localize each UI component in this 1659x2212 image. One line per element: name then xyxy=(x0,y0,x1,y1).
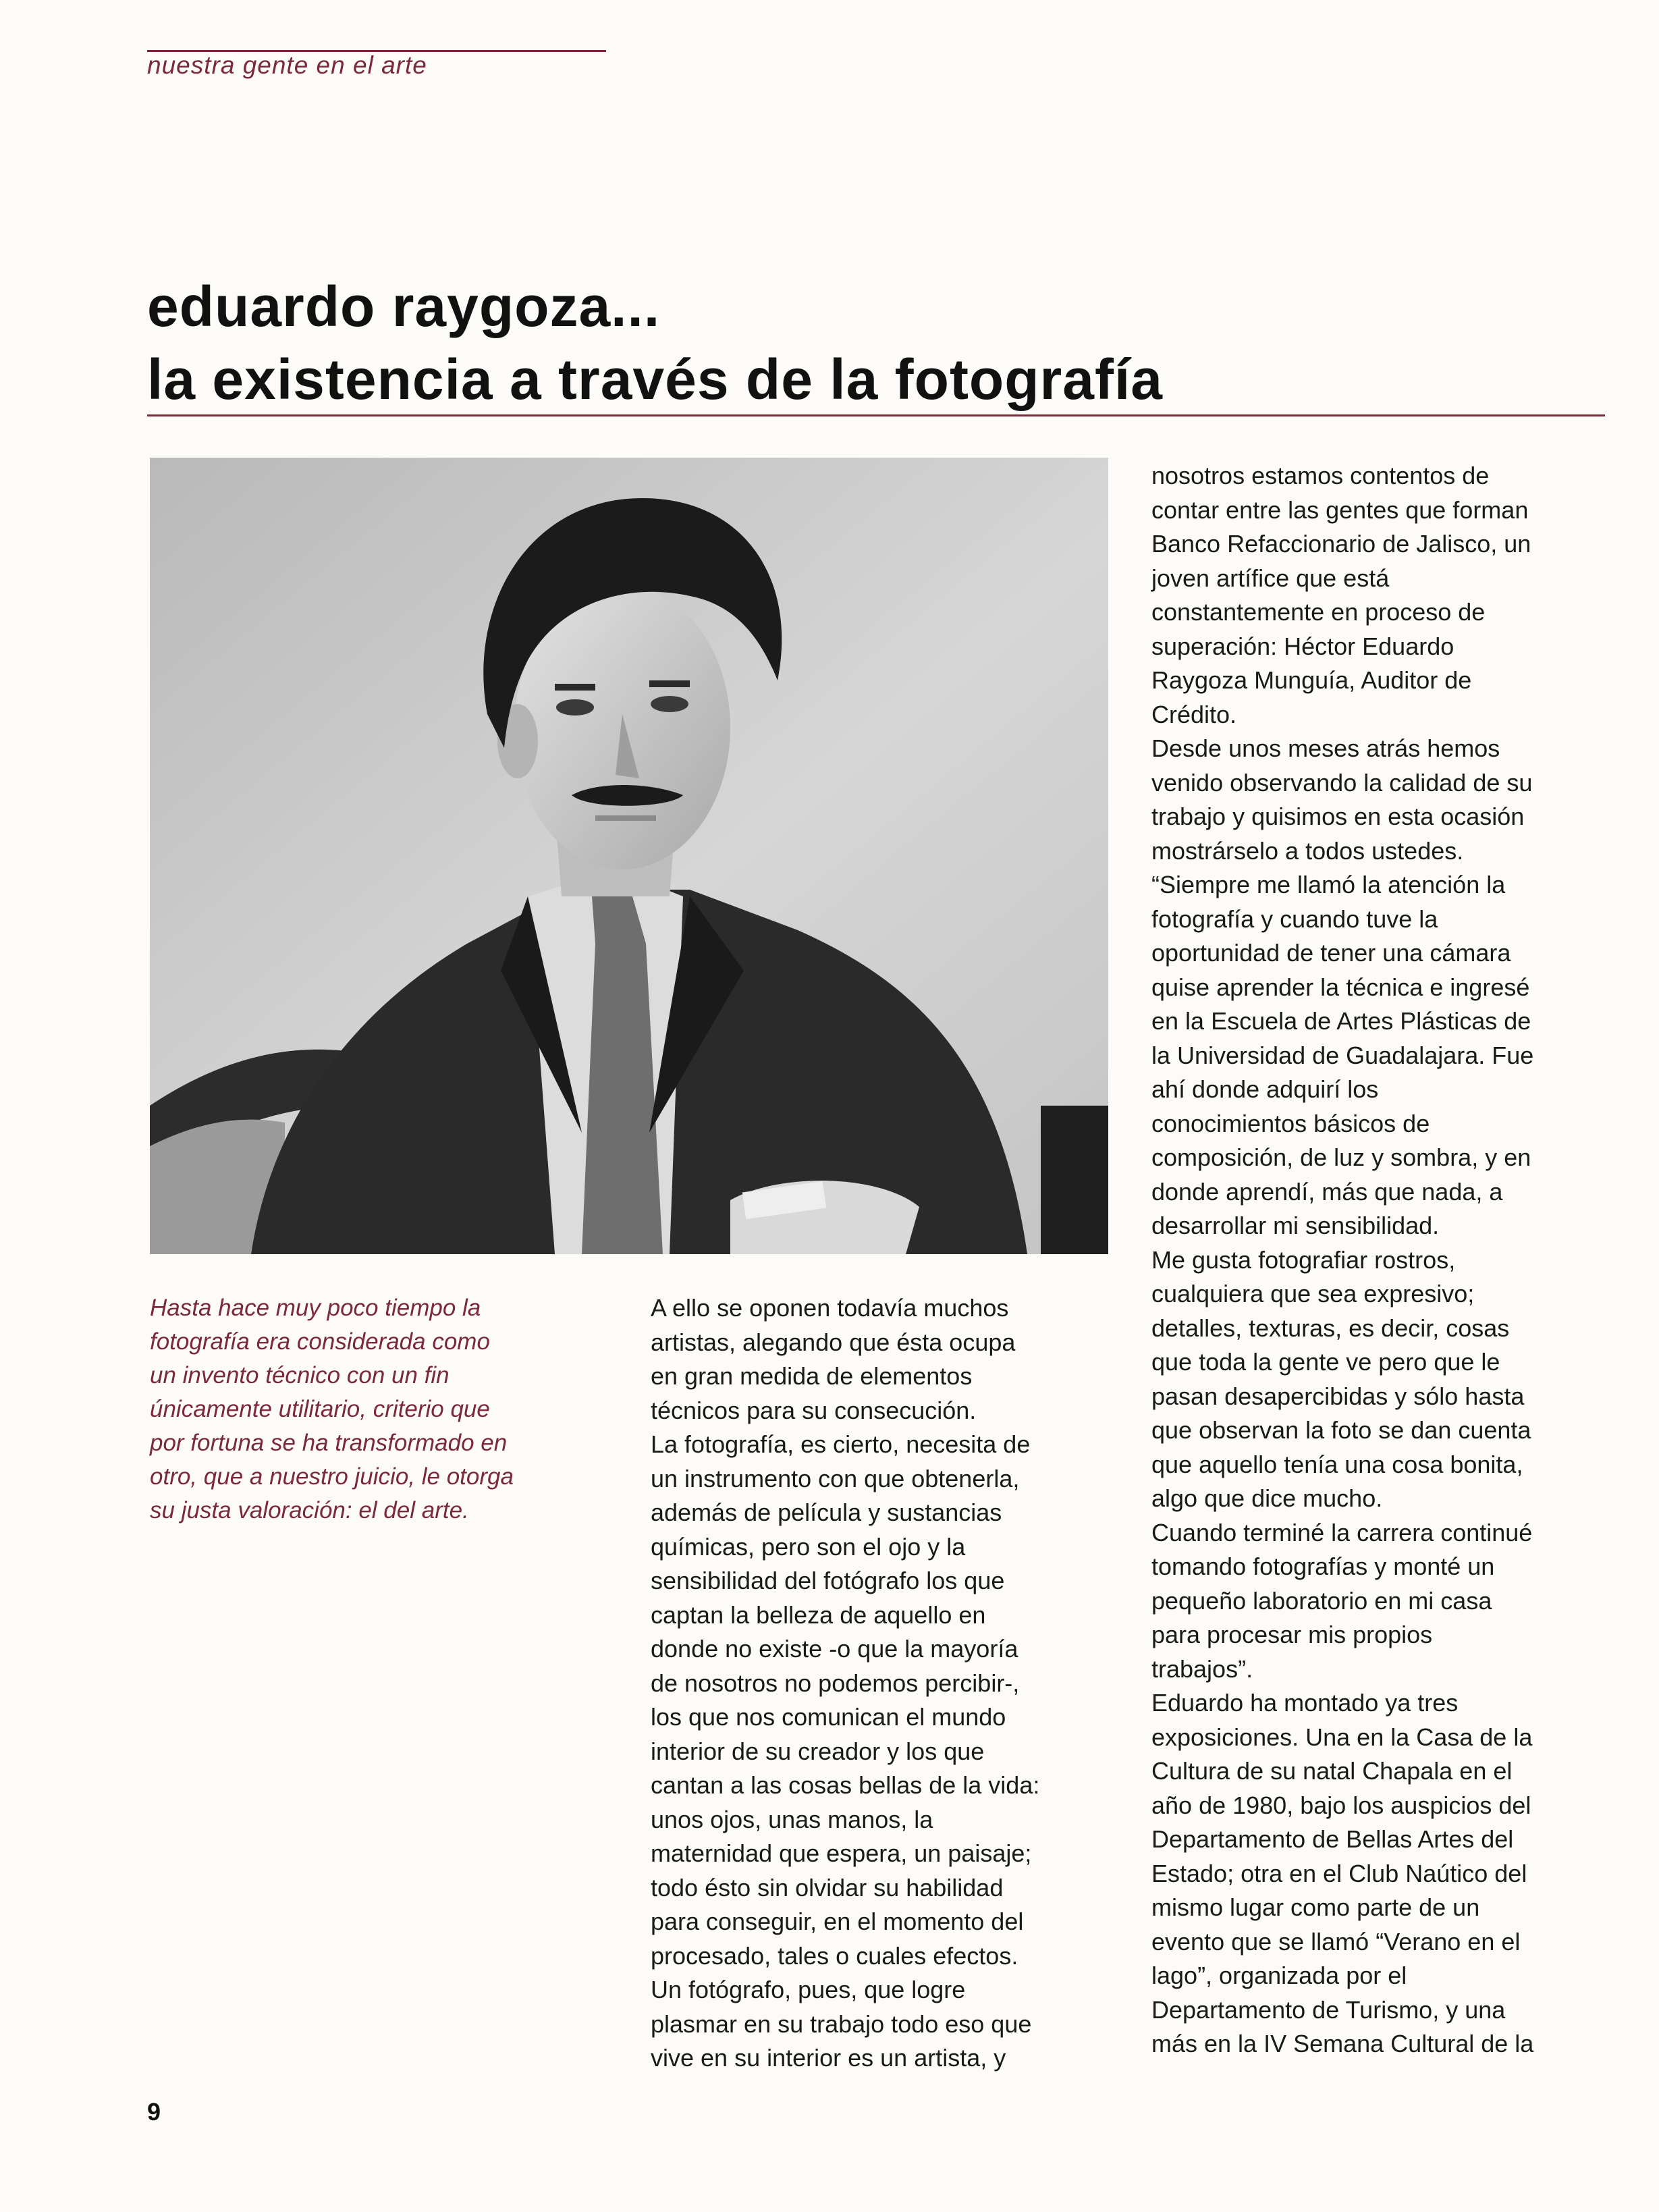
text-line: Raygoza Munguía, Auditor de xyxy=(1151,666,1472,694)
text-line: mostrárselo a todos ustedes. xyxy=(1151,836,1464,865)
text-line: Banco Refaccionario de Jalisco, un xyxy=(1151,530,1531,558)
text-line: procesado, tales o cuales efectos. xyxy=(651,1941,1018,1970)
caption-line: Hasta hace muy poco tiempo la xyxy=(150,1295,481,1321)
caption-line: su justa valoración: el del arte. xyxy=(150,1497,469,1523)
headline-line-1: eduardo raygoza... xyxy=(147,275,661,338)
text-line: para procesar mis propios xyxy=(1151,1621,1433,1648)
text-line: Eduardo ha montado ya tres xyxy=(1151,1689,1459,1717)
portrait-photo xyxy=(150,458,1108,1254)
text-line: trabajo y quisimos en esta ocasión xyxy=(1151,803,1525,830)
article-column-middle xyxy=(651,1291,1116,2076)
text-line: “Siempre me llamó la atención la xyxy=(1151,871,1506,898)
text-line: quise aprender la técnica e ingresé xyxy=(1151,973,1530,1001)
text-line: exposiciones. Una en la Casa de la xyxy=(1151,1723,1533,1751)
caption-line: otro, que a nuestro juicio, le otorga xyxy=(150,1463,514,1490)
text-line: donde aprendí, más que nada, a xyxy=(1151,1177,1503,1206)
text-line: además de película y sustancias xyxy=(651,1499,1002,1526)
text-line: más en la IV Semana Cultural de la xyxy=(1151,2030,1534,2057)
text-line: sensibilidad del fotógrafo los que xyxy=(651,1567,1005,1594)
text-line: Cuando terminé la carrera continué xyxy=(1151,1518,1533,1546)
text-line: que observan la foto se dan cuenta xyxy=(1151,1416,1531,1444)
text-line: mismo lugar como parte de un xyxy=(1151,1893,1480,1921)
text-line: técnicos para su consecución. xyxy=(651,1396,977,1424)
text-line: un instrumento con que obtenerla, xyxy=(651,1464,1020,1492)
caption-line: un invento técnico con un fin xyxy=(150,1362,450,1388)
text-line: Departamento de Bellas Artes del xyxy=(1151,1825,1514,1853)
text-line: interior de su creador y los que xyxy=(651,1737,985,1765)
section-label: nuestra gente en el arte xyxy=(147,51,427,79)
text-line: fotografía y cuando tuve la xyxy=(1151,905,1438,933)
text-line: todo ésto sin olvidar su habilidad xyxy=(651,1873,1004,1901)
text-line: Un fotógrafo, pues, que logre xyxy=(651,1976,966,2003)
text-line: contar entre las gentes que forman xyxy=(1151,495,1529,524)
text-line: cualquiera que sea expresivo; xyxy=(1151,1280,1475,1307)
text-line: los que nos comunican el mundo xyxy=(651,1703,1006,1731)
text-line: artistas, alegando que ésta ocupa xyxy=(651,1328,1016,1356)
text-line: ahí donde adquirí los xyxy=(1151,1075,1379,1103)
photo-caption xyxy=(150,1291,609,1528)
text-line: composición, de luz y sombra, y en xyxy=(1151,1143,1531,1171)
caption-line: por fortuna se ha transformado en xyxy=(150,1430,508,1456)
text-line: oportunidad de tener una cámara xyxy=(1151,939,1511,967)
text-line: en gran medida de elementos xyxy=(651,1362,973,1390)
text-line: cantan a las cosas bellas de la vida: xyxy=(651,1771,1040,1799)
text-line: algo que dice mucho. xyxy=(1151,1484,1383,1512)
headline-line-2: la existencia a través de la fotografía xyxy=(147,348,1163,411)
text-line: unos ojos, unas manos, la xyxy=(651,1805,933,1833)
headline-rule xyxy=(147,414,1605,416)
text-line: que toda la gente ve pero que le xyxy=(1151,1348,1500,1376)
text-line: trabajos”. xyxy=(1151,1654,1253,1683)
text-line: vive en su interior es un artista, y xyxy=(651,2044,1006,2072)
text-line: La fotografía, es cierto, necesita de xyxy=(651,1430,1031,1458)
text-line: que aquello tenía una cosa bonita, xyxy=(1151,1450,1523,1478)
text-line: en la Escuela de Artes Plásticas de xyxy=(1151,1007,1531,1035)
text-line: captan la belleza de aquello en xyxy=(651,1600,986,1629)
text-line: pequeño laboratorio en mi casa xyxy=(1151,1586,1492,1615)
text-line: año de 1980, bajo los auspicios del xyxy=(1151,1791,1531,1819)
text-line: desarrollar mi sensibilidad. xyxy=(1151,1212,1440,1239)
text-line: la Universidad de Guadalajara. Fue xyxy=(1151,1041,1534,1069)
text-line: donde no existe -o que la mayoría xyxy=(651,1635,1018,1663)
text-line: Cultura de su natal Chapala en el xyxy=(1151,1757,1513,1785)
headline xyxy=(147,270,1605,416)
text-line: detalles, texturas, es decir, cosas xyxy=(1151,1314,1510,1342)
caption-line: fotografía era considerada como xyxy=(150,1328,490,1355)
text-line: maternidad que espera, un paisaje; xyxy=(651,1839,1032,1867)
text-line: tomando fotografías y monté un xyxy=(1151,1553,1495,1580)
text-line: para conseguir, en el momento del xyxy=(651,1908,1024,1935)
text-line: plasmar en su trabajo todo eso que xyxy=(651,2009,1032,2038)
text-line: conocimientos básicos de xyxy=(1151,1109,1430,1137)
text-line: joven artífice que está xyxy=(1151,564,1390,592)
page-number: 9 xyxy=(147,2098,161,2126)
text-line: Estado; otra en el Club Naútico del xyxy=(1151,1859,1527,1887)
text-line: Crédito. xyxy=(1151,700,1237,728)
text-line: lago”, organizada por el xyxy=(1151,1962,1407,1989)
text-line: constantemente en proceso de xyxy=(1151,598,1486,626)
text-line: venido observando la calidad de su xyxy=(1151,768,1533,797)
text-line: nosotros estamos contentos de xyxy=(1151,462,1490,489)
text-line: Desde unos meses atrás hemos xyxy=(1151,734,1500,762)
text-line: Departamento de Turismo, y una xyxy=(1151,1995,1506,2024)
text-line: de nosotros no podemos percibir-, xyxy=(651,1669,1020,1697)
caption-line: únicamente utilitario, criterio que xyxy=(150,1396,490,1422)
text-line: pasan desapercibidas y sólo hasta xyxy=(1151,1382,1525,1410)
text-line: A ello se oponen todavía muchos xyxy=(651,1294,1009,1322)
article-column-right xyxy=(1151,459,1617,2061)
text-line: Me gusta fotografiar rostros, xyxy=(1151,1245,1456,1274)
text-line: evento que se llamó “Verano en el xyxy=(1151,1927,1521,1955)
text-line: superación: Héctor Eduardo xyxy=(1151,632,1454,660)
text-line: químicas, pero son el ojo y la xyxy=(651,1532,966,1561)
